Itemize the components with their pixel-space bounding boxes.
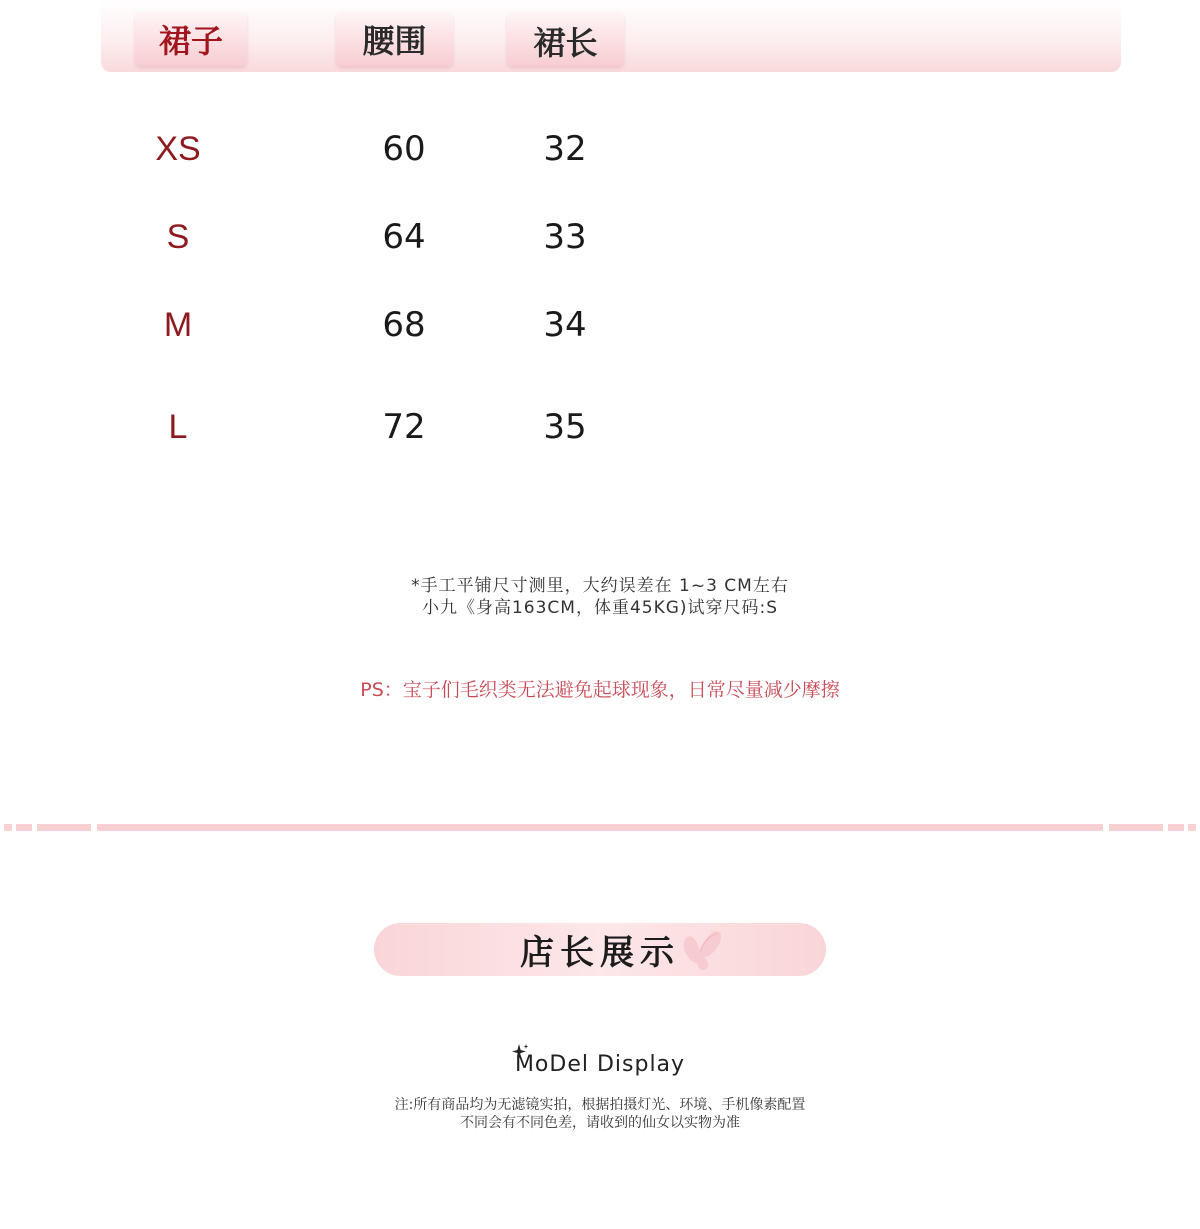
size-label: L	[168, 408, 188, 446]
divider-segment	[1188, 824, 1196, 831]
divider-segment	[16, 824, 32, 831]
owner-display-title: 店长展示	[520, 933, 680, 973]
size-label: XS	[155, 130, 201, 168]
table-row	[0, 305, 700, 345]
length-value: 32	[543, 129, 587, 169]
waist-value: 72	[382, 407, 426, 447]
header-length: 裙长	[507, 12, 624, 66]
length-value: 35	[543, 407, 587, 447]
waist-value: 68	[382, 305, 426, 345]
ps-note: PS：宝子们毛织类无法避免起球现象，日常尽量减少摩擦	[360, 679, 840, 701]
header-waist: 腰围	[336, 12, 453, 66]
table-row	[0, 217, 700, 257]
header-skirt: 裙子	[135, 12, 247, 66]
divider-segment	[1109, 824, 1163, 831]
table-row	[0, 129, 700, 169]
waist-value: 64	[382, 217, 426, 257]
divider-segment	[4, 824, 12, 831]
disclaimer-line: 注:所有商品均为无滤镜实拍，根据拍摄灯光、环境、手机像素配置	[394, 1097, 806, 1113]
table-row	[0, 407, 700, 447]
measure-note: *手工平铺尺寸测里，大约误差在 1~3 CM左右	[411, 576, 789, 596]
owner-display-banner	[374, 923, 826, 976]
butterfly-icon	[676, 924, 724, 974]
disclaimer-line: 不同会有不同色差，请收到的仙女以实物为准	[460, 1115, 740, 1131]
length-value: 33	[543, 217, 587, 257]
length-value: 34	[543, 305, 587, 345]
size-label: M	[163, 306, 193, 344]
waist-value: 60	[382, 129, 426, 169]
divider-segment	[1168, 824, 1184, 831]
model-display-subtitle: MoDel Display	[514, 1052, 686, 1077]
divider-segment	[37, 824, 91, 831]
size-label: S	[166, 218, 190, 256]
divider-segment	[97, 824, 1103, 831]
model-fit-note: 小九《身高163CM，体重45KG)试穿尺码:S	[421, 598, 779, 618]
